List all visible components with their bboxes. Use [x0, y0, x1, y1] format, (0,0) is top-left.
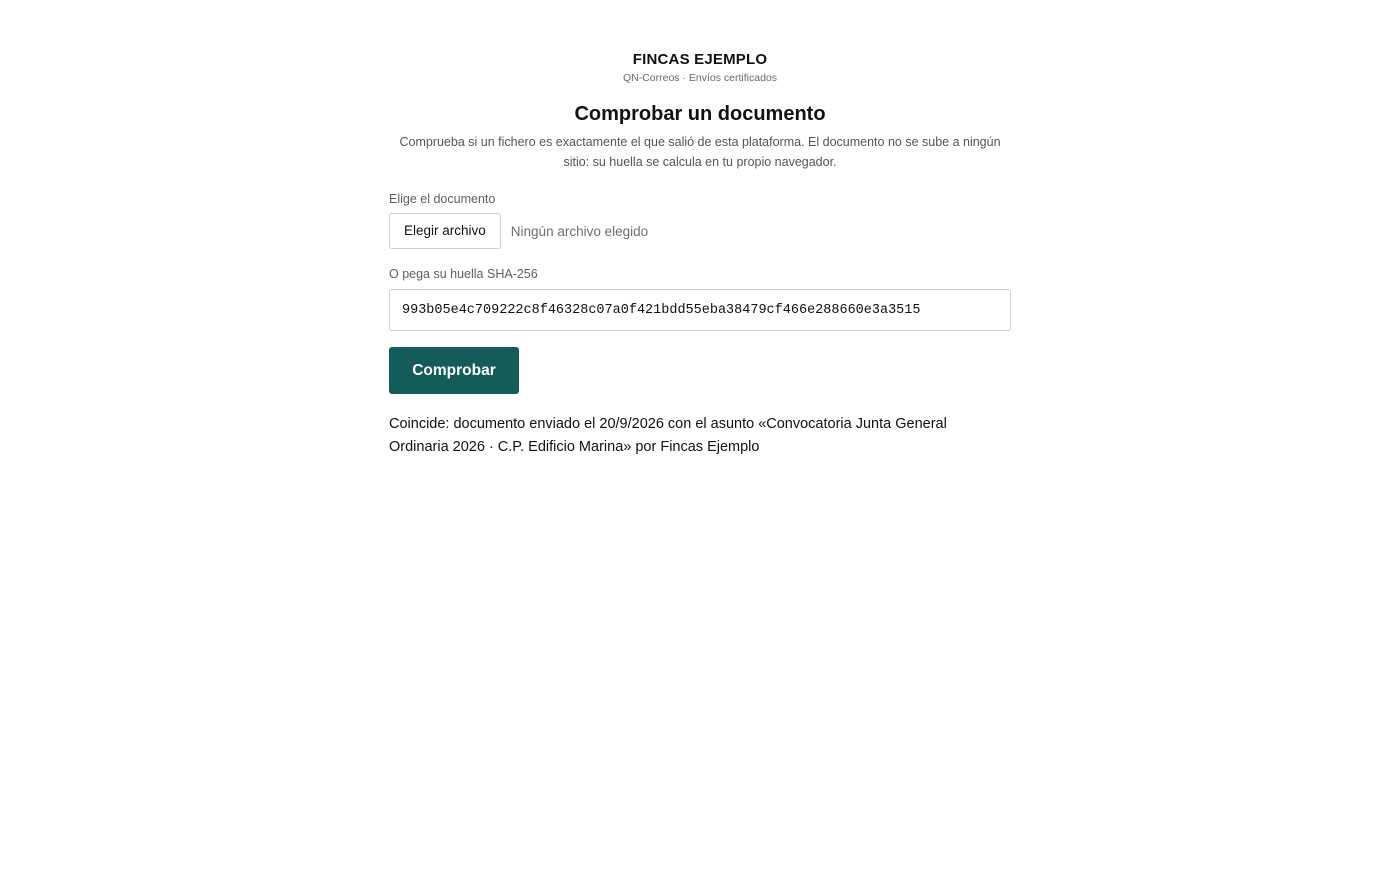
file-label: Elige el documento: [389, 192, 496, 206]
file-status: Ningún archivo elegido: [510, 223, 649, 239]
hash-label: O pega su huella SHA-256: [389, 267, 538, 281]
brand-name: FINCAS EJEMPLO: [632, 51, 768, 68]
hash-input[interactable]: [389, 289, 1011, 331]
page-title: Comprobar un documento: [574, 103, 826, 125]
page-description: Comprueba si un fichero es exactamente el que salió de esta plataforma. El documento no se sube a ningún sitio: su huella se calcula en tu propio navegador.: [399, 135, 1001, 169]
verify-panel: [389, 50, 1011, 459]
brand-subtitle: QN-Correos · Envíos certificados: [622, 72, 778, 84]
check-button[interactable]: Comprobar: [389, 347, 519, 394]
result-message: Coincide: documento enviado el 20/9/2026 con el asunto «Convocatoria Junta General Ordinaria 2026 · C.P. Edificio Marina» por Fincas Ejemplo: [389, 416, 947, 455]
file-picker: [389, 213, 1011, 249]
choose-file-button[interactable]: Elegir archivo: [389, 213, 501, 249]
